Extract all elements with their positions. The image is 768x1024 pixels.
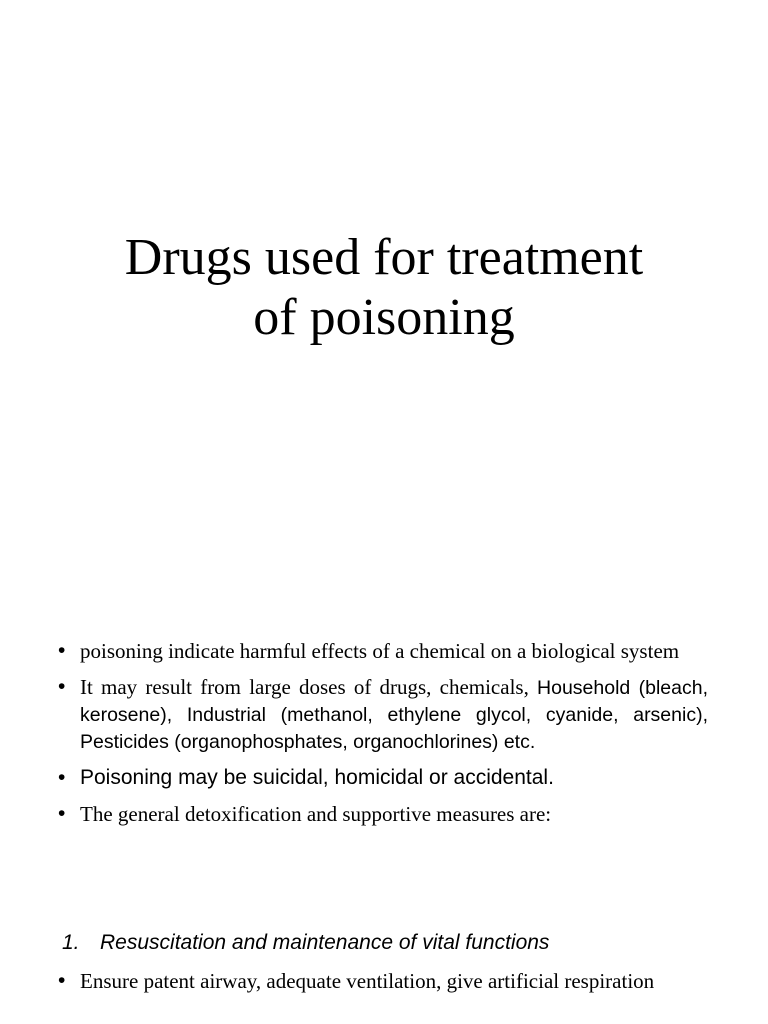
page-title (0, 228, 768, 348)
bullet-list (58, 638, 708, 827)
title-line-2: of poisoning (253, 289, 515, 346)
bullet-text: Poisoning may be suicidal, homicidal or accidental. (80, 766, 554, 789)
section-heading-text: Resuscitation and maintenance of vital functions (100, 931, 550, 954)
section-bullet-list (58, 968, 708, 994)
bullet-item (58, 638, 708, 664)
title-line-1: Drugs used for treatment (124, 229, 644, 286)
bullet-text-serif: It may result from large doses of drugs, chemicals, (80, 675, 538, 699)
bullet-text: Ensure patent airway, adequate ventilation, give artificial respiration (80, 969, 655, 993)
bullet-item (58, 674, 708, 755)
bullet-text-sans: Household (bleach, kerosene), Industrial (methanol, ethylene glycol, cyanide, arsenic), Pesticides (organophosphates, organochlorines) etc. (80, 677, 708, 753)
bullet-text: The general detoxification and supportive measures are: (80, 802, 552, 826)
section-number: 1. (62, 931, 80, 954)
bullet-item (58, 765, 708, 791)
bullet-item (58, 801, 708, 827)
bullet-item (58, 968, 708, 994)
section-heading (62, 930, 712, 956)
bullet-text: poisoning indicate harmful effects of a chemical on a biological system (80, 639, 680, 663)
